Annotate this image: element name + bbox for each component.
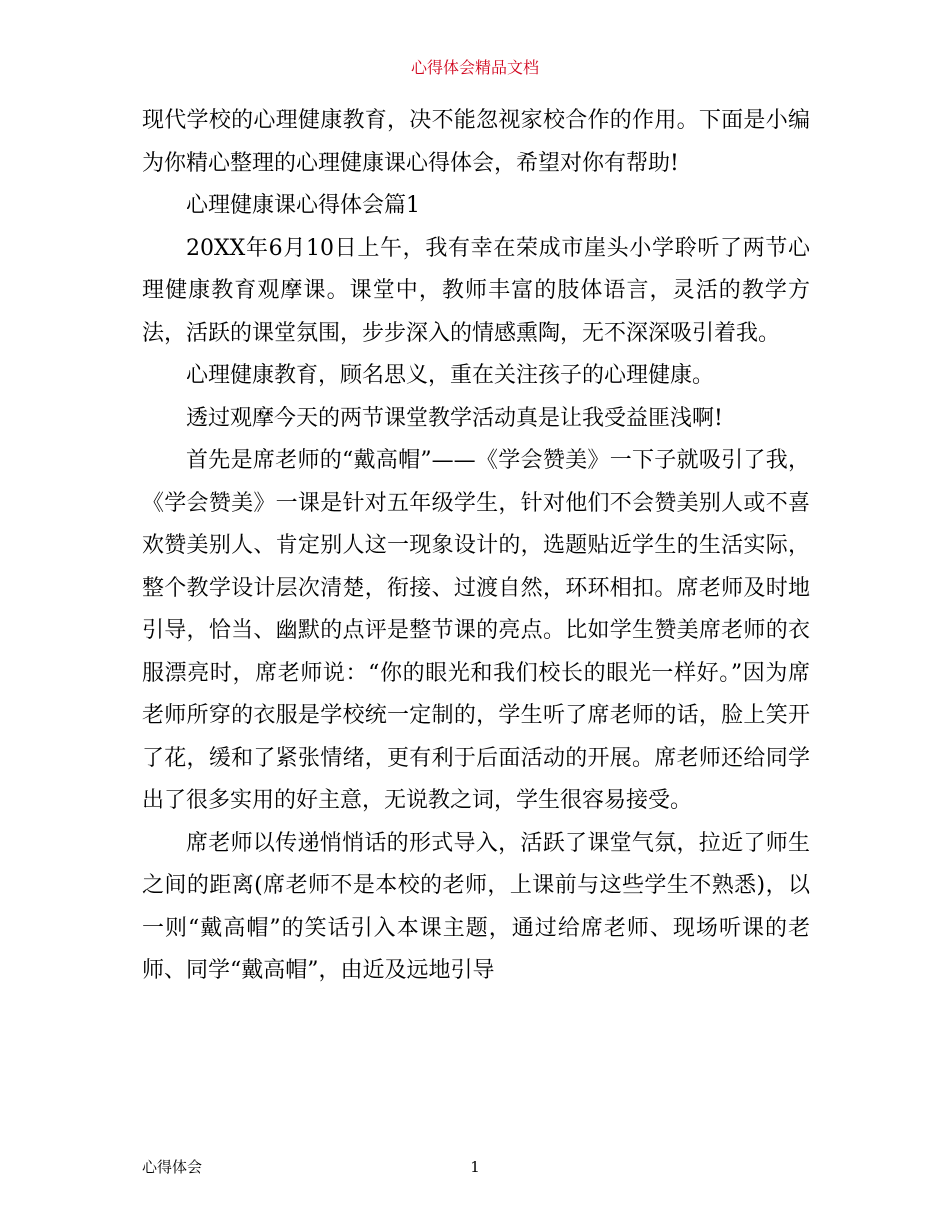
paragraph: 心理健康教育，顾名思义，重在关注孩子的心理健康。	[186, 363, 715, 388]
footer-label: 心得体会	[142, 1158, 203, 1176]
paragraph-intro: 现代学校的心理健康教育，决不能忽视家校合作的作用。下面是小编为你精心整理的心理健康课心得体会，希望对你有帮助!	[142, 108, 810, 176]
page-header-title: 心得体会精品文档	[410, 58, 539, 77]
page-number: 1	[470, 1158, 480, 1176]
document-body	[142, 100, 810, 993]
paragraph: 透过观摩今天的两节课堂教学活动真是让我受益匪浅啊!	[186, 405, 723, 431]
paragraph: 首先是席老师的“戴高帽”——《学会赞美》一下子就吸引了我，《学会赞美》一课是针对五年级学生，针对他们不会赞美别人或不喜欢赞美别人、肯定别人这一现象设计的，选题贴近学生的生活实际，整个教学设计层次清楚，衔接、过渡自然，环环相扣。席老师及时地引导，恰当、幽默的点评是整节课的亮点。比如学生赞美席老师的衣服漂亮时，席老师说：“你的眼光和我们校长的眼光一样好。”因为席老师所穿的衣服是学校统一定制的，学生听了席老师的话，脸上笑开了花，缓和了紧张情绪，更有利于后面活动的开展。席老师还给同学出了很多实用的好主意，无说教之词，学生很容易接受。	[142, 448, 810, 813]
paragraph: 20XX年6月10日上午，我有幸在荣成市崖头小学聆听了两节心理健康教育观摩课。课堂中，教师丰富的肢体语言，灵活的教学方法，活跃的课堂氛围，步步深入的情感熏陶，无不深深吸引着我。	[142, 235, 810, 346]
paragraph: 席老师以传递悄悄话的形式导入，活跃了课堂气氛，拉近了师生之间的距离(席老师不是本校的老师，上课前与这些学生不熟悉)，以一则“戴高帽”的笑话引入本课主题，通过给席老师、现场听课的老师、同学“戴高帽”，由近及远地引导	[142, 830, 810, 983]
section-heading: 心理健康课心得体会篇1	[186, 193, 420, 218]
